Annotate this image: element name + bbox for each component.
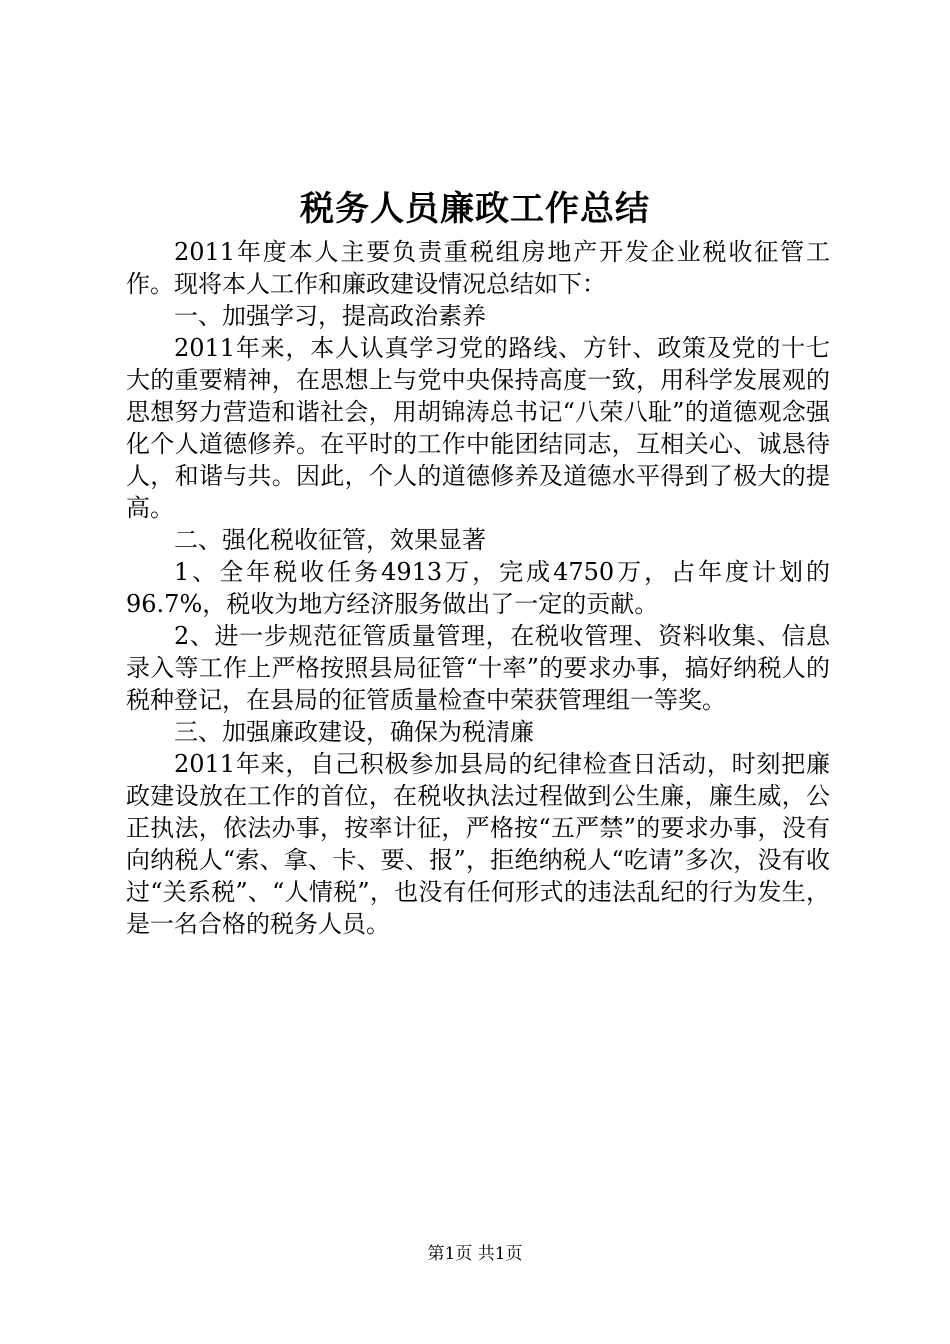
section-1-paragraph: 2011年来，本人认真学习党的路线、方针、政策及党的十七大的重要精神，在思想上与党中央保持高度一致，用科学发展观的思想努力营造和谐社会，用胡锦涛总书记“八荣八耻”的道德观念强化个人道德修养。在平时的工作中能团结同志，互相关心、诚恳待人，和谐与共。因此，个人的道德修养及道德水平得到了极大的提高。 <box>126 334 830 522</box>
section-heading-1: 一、加强学习，提高政治素养 <box>174 302 486 330</box>
section-3-paragraph: 2011年来，自己积极参加县局的纪律检查日活动，时刻把廉政建设放在工作的首位，在税收执法过程做到公生廉，廉生威，公正执法，依法办事，按率计征，严格按“五严禁”的要求办事，没有向纳税人“索、拿、卡、要、报”，拒绝纳税人“吃请”多次，没有收过“关系税”、“人情税”，也没有任何形式的违法乱纪的行为发生，是一名合格的税务人员。 <box>126 750 830 938</box>
page-number-footer: 第1页 共1页 <box>427 1244 523 1264</box>
section-heading-3: 三、加强廉政建设，确保为税清廉 <box>174 718 534 746</box>
document-body <box>126 236 830 940</box>
section-2-item-2: 2、进一步规范征管质量管理，在税收管理、资料收集、信息录入等工作上严格按照县局征管“十率”的要求办事，搞好纳税人的税种登记，在县局的征管质量检查中荣获管理组一等奖。 <box>126 622 830 714</box>
intro-paragraph: 2011年度本人主要负责重税组房地产开发企业税收征管工作。现将本人工作和廉政建设情况总结如下： <box>126 238 830 298</box>
section-2-item-1: 1、全年税收任务4913万，完成4750万，占年度计划的96.7%，税收为地方经济服务做出了一定的贡献。 <box>126 558 830 618</box>
section-heading-2: 二、强化税收征管，效果显著 <box>174 526 486 554</box>
document-title: 税务人员廉政工作总结 <box>300 189 650 229</box>
